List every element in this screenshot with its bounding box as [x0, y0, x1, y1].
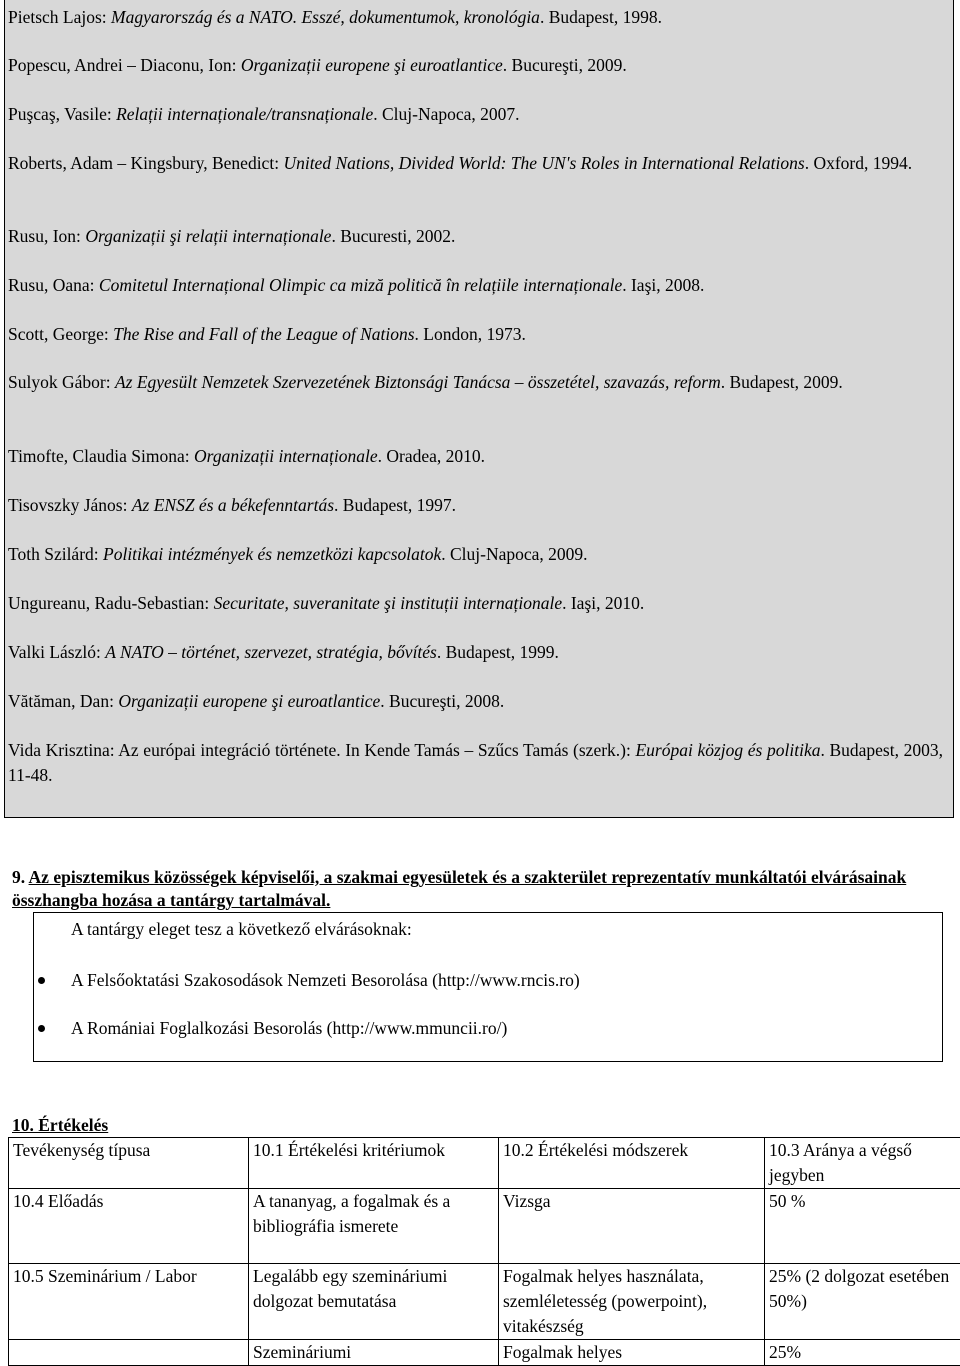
requirements-box [33, 912, 943, 1062]
table-cell: 25% (2 dolgozat esetében 50%) [765, 1264, 960, 1340]
list-item-text: A Felsőoktatási Szakosodások Nemzeti Besorolása (http://www.rncis.ro) [71, 968, 580, 993]
reference-item: Popescu, Andrei – Diaconu, Ion: Organizații europene şi euroatlantice. Bucureşti, 2009. [8, 53, 943, 78]
reference-item: Vida Krisztina: Az európai integráció története. In Kende Tamás – Szűcs Tamás (szerk.): Európai közjog és politika. Budapest, 2003, 11-48. [8, 738, 943, 788]
table-cell: Legalább egy szemináriumi dolgozat bemutatása [249, 1264, 499, 1340]
reference-item: Scott, George: The Rise and Fall of the League of Nations. London, 1973. [8, 322, 943, 347]
reference-item: Puşcaş, Vasile: Relații internaționale/transnaționale. Cluj-Napoca, 2007. [8, 102, 943, 127]
table-cell: 10.2 Értékelési módszerek [499, 1138, 765, 1189]
reference-item: Sulyok Gábor: Az Egyesült Nemzetek Szervezetének Biztonsági Tanácsa – összetétel, szavazás, reform. Budapest, 2009. [8, 370, 943, 395]
table-row [9, 1189, 960, 1264]
table-row [9, 1138, 960, 1189]
table-cell: 50 % [765, 1189, 960, 1264]
table-cell [9, 1340, 249, 1366]
table-cell: Fogalmak helyes [499, 1340, 765, 1366]
reference-item: Timofte, Claudia Simona: Organizații internaționale. Oradea, 2010. [8, 444, 943, 469]
reference-item: Valki László: A NATO – történet, szervezet, stratégia, bővítés. Budapest, 1999. [8, 640, 943, 665]
reference-item: Ungureanu, Radu-Sebastian: Securitate, suveranitate şi instituții internaționale. Iaşi, 2010. [8, 591, 943, 616]
table-row [9, 1264, 960, 1340]
table-cell: Vizsga [499, 1189, 765, 1264]
section-9-title: Az episztemikus közösségek képviselői, a szakmai egyesületek és a szakterület reprezentatív munkáltatói elvárásainak összhangba hozása a tantárgy tartalmával. [12, 867, 906, 910]
section-9-heading [12, 866, 942, 912]
table-cell: 10.4 Előadás [9, 1189, 249, 1264]
table-cell: Tevékenység típusa [9, 1138, 249, 1189]
table-cell: Fogalmak helyes használata, szemléletesség (powerpoint), vitakészség [499, 1264, 765, 1340]
reference-item: Pietsch Lajos: Magyarország és a NATO. Esszé, dokumentumok, kronológia. Budapest, 1998. [8, 5, 943, 30]
list-item-text: A Romániai Foglalkozási Besorolás (http://www.mmuncii.ro/) [71, 1016, 507, 1041]
table-cell: Szemináriumi [249, 1340, 499, 1366]
reference-item: Rusu, Oana: Comitetul Internațional Olimpic ca miză politică în relațiile internaționale. Iaşi, 2008. [8, 273, 943, 298]
section-9-number: 9. [12, 867, 29, 887]
evaluation-table [8, 1137, 960, 1366]
section-10-heading: 10. Értékelés [12, 1113, 108, 1138]
reference-item: Rusu, Ion: Organizații şi relații internaționale. Bucuresti, 2002. [8, 224, 943, 249]
table-cell: 10.5 Szeminárium / Labor [9, 1264, 249, 1340]
reference-item: Vătăman, Dan: Organizații europene şi euroatlantice. Bucureşti, 2008. [8, 689, 943, 714]
reference-item: Roberts, Adam – Kingsbury, Benedict: United Nations, Divided World: The UN's Roles in International Relations. Oxford, 1994. [8, 151, 943, 176]
requirements-intro: A tantárgy eleget tesz a következő elvárásoknak: [71, 917, 412, 942]
reference-item: Tisovszky János: Az ENSZ és a békefenntartás. Budapest, 1997. [8, 493, 943, 518]
bullet-icon [38, 1025, 45, 1032]
table-row [9, 1340, 960, 1366]
table-cell: 10.3 Aránya a végső jegyben [765, 1138, 960, 1189]
reference-item: Toth Szilárd: Politikai intézmények és nemzetközi kapcsolatok. Cluj-Napoca, 2009. [8, 542, 943, 567]
table-cell: A tananyag, a fogalmak és a bibliográfia ismerete [249, 1189, 499, 1264]
bullet-icon [38, 977, 45, 984]
table-cell: 25% [765, 1340, 960, 1366]
table-cell: 10.1 Értékelési kritériumok [249, 1138, 499, 1189]
